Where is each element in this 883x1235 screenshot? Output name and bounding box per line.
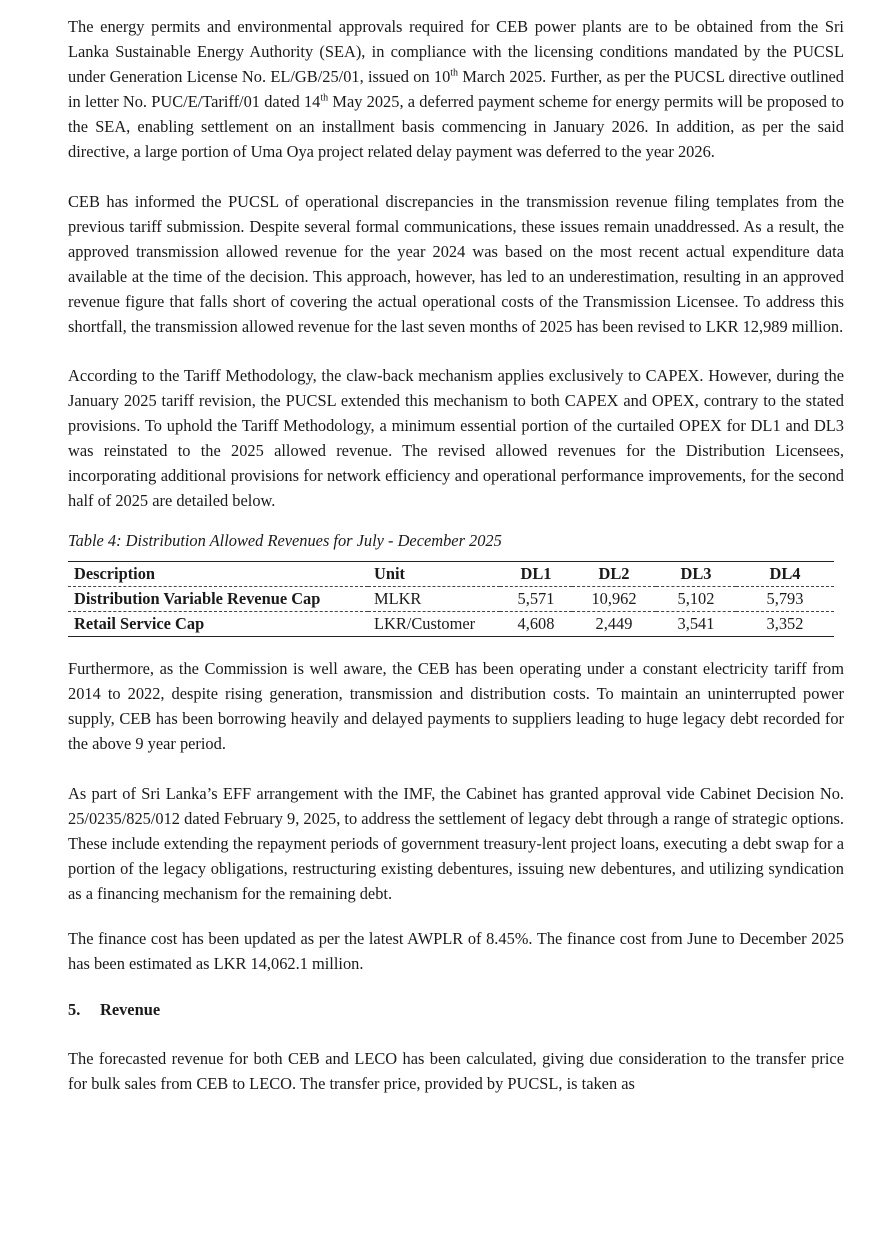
row-description: Retail Service Cap (74, 614, 205, 633)
column-header-dl4: DL4 (769, 564, 801, 583)
cell-dl2: 2,449 (595, 614, 633, 633)
row-unit: MLKR (374, 589, 422, 608)
section-heading-revenue (68, 997, 844, 1022)
document-page (68, 14, 844, 1096)
paragraph-text: May 2025, a deferred payment scheme for energy permits will be proposed to the SEA, enabling settlement on an installment basis commencing in January 2026. In addition, as per the said directive, a large portion of Uma Oya project related delay payment was deferred to the year 2026. (68, 92, 844, 161)
cell-dl1: 4,608 (517, 614, 555, 633)
distribution-revenue-table (68, 561, 834, 637)
ordinal-superscript: th (320, 92, 329, 104)
column-header-dl3: DL3 (680, 564, 712, 583)
cell-dl2: 10,962 (591, 589, 637, 608)
cell-dl1: 5,571 (517, 589, 555, 608)
table-row (68, 587, 834, 612)
paragraph-text: The energy permits and environmental approvals required for CEB power plants are to be obtained from the Sri Lanka Sustainable Energy Authority (SEA), in compliance with the licensing conditions mandated by the PUCSL under Generation License No. EL/GB/25/01, issued on 10 (68, 17, 844, 86)
table-caption: Table 4: Distribution Allowed Revenues for July - December 2025 (68, 531, 502, 550)
paragraph-finance-cost: The finance cost has been updated as per the latest AWPLR of 8.45%. The finance cost from June to December 2025 has been estimated as LKR 14,062.1 million. (68, 929, 844, 973)
paragraph-tariff-methodology: According to the Tariff Methodology, the claw-back mechanism applies exclusively to CAPEX. However, during the January 2025 tariff revision, the PUCSL extended this mechanism to both CAPEX and OPEX, contrary to the stated provisions. To uphold the Tariff Methodology, a minimum essential portion of the curtailed OPEX for DL1 and DL3 was reinstated to the 2025 allowed revenue. The revised allowed revenues for the Distribution Licensees, incorporating additional provisions for network efficiency and operational performance improvements, for the second half of 2025 are detailed below. (68, 366, 844, 510)
column-header-dl2: DL2 (598, 564, 630, 583)
paragraph-imf-arrangement: As part of Sri Lanka’s EFF arrangement with the IMF, the Cabinet has granted approval vide Cabinet Decision No. 25/0235/825/012 dated February 9, 2025, to address the settlement of legacy debt through a range of strategic options. These include extending the repayment periods of government treasury-lent project loans, executing a debt swap for a portion of the legacy obligations, restructuring existing debentures, issuing new debentures, and utilizing syndication as a financing mechanism for the remaining debt. (68, 784, 844, 903)
column-header-description: Description (74, 564, 156, 583)
cell-dl3: 5,102 (677, 589, 715, 608)
ordinal-superscript: th (450, 67, 459, 79)
cell-dl4: 3,352 (766, 614, 804, 633)
cell-dl4: 5,793 (766, 589, 804, 608)
section-number: 5. (68, 1000, 81, 1019)
paragraph-constant-tariff: Furthermore, as the Commission is well aware, the CEB has been operating under a constant electricity tariff from 2014 to 2022, despite rising generation, transmission and distribution costs. To maintain an uninterrupted power supply, CEB has been borrowing heavily and delayed payments to suppliers leading to huge legacy debt recorded for the above 9 year period. (68, 659, 844, 753)
paragraph-text: March 2025. Further, as per the PUCSL directive outlined in letter No. PUC/E/Tariff/01 dated 14 (68, 67, 844, 111)
row-description: Distribution Variable Revenue Cap (74, 589, 321, 608)
table-row (68, 612, 834, 637)
column-header-unit: Unit (374, 564, 405, 583)
cell-dl3: 3,541 (677, 614, 715, 633)
paragraph-forecasted-revenue: The forecasted revenue for both CEB and LECO has been calculated, giving due consideration to the transfer price for bulk sales from CEB to LECO. The transfer price, provided by PUCSL, is taken as (68, 1049, 844, 1093)
section-title: Revenue (100, 1000, 161, 1019)
paragraph-transmission-revenue: CEB has informed the PUCSL of operational discrepancies in the transmission revenue filing templates from the previous tariff submission. Despite several formal communications, these issues remain unaddressed. As a result, the approved transmission allowed revenue for the year 2024 was based on the most recent actual expenditure data available at the time of the decision. This approach, however, has led to an underestimation, resulting in an approved revenue figure that falls short of covering the actual operational costs of the Transmission Licensee. To address this shortfall, the transmission allowed revenue for the last seven months of 2025 has been revised to LKR 12,989 million. (68, 192, 844, 336)
paragraph-energy-permits (68, 14, 844, 164)
column-header-dl1: DL1 (520, 564, 552, 583)
row-unit: LKR/Customer (374, 614, 476, 633)
table-header-row (68, 562, 834, 587)
